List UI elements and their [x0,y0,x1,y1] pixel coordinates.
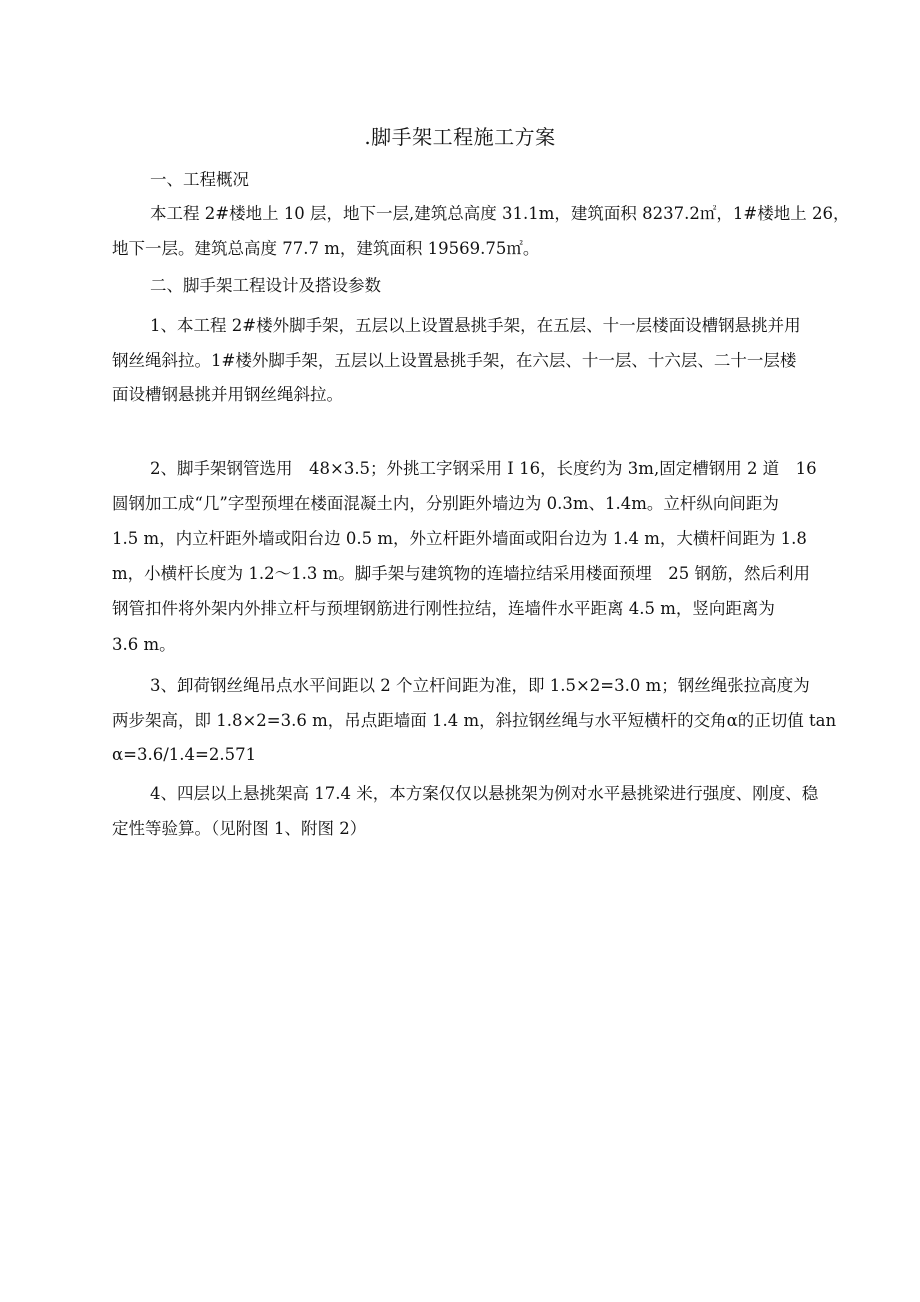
section-heading-overview: 一、工程概况 [150,170,249,189]
paragraph-line: 1.5 m，内立杆距外墙或阳台边 0.5 m，外立杆距外墙面或阳台边为 1.4 m，大横杆间距为 1.8 [112,529,807,548]
section-heading-design: 二、脚手架工程设计及搭设参数 [150,276,381,295]
paragraph-line: 定性等验算。（见附图 1、附图 2） [112,819,367,838]
paragraph-line: 2、脚手架钢管选用 48×3.5；外挑工字钢采用 I 16，长度约为 3m,固定槽钢用 2 道 16 [150,459,817,478]
paragraph-line: m，小横杆长度为 1.2～1.3 m。脚手架与建筑物的连墙拉结采用楼面预埋 25 钢筋，然后利用 [112,564,811,583]
paragraph-line: 圆钢加工成“几”字型预埋在楼面混凝土内，分别距外墙边为 0.3m、1.4m。立杆纵向间距为 [112,494,779,513]
paragraph-line: 4、四层以上悬挑架高 17.4 米，本方案仅仅以悬挑架为例对水平悬挑梁进行强度、刚度、稳 [150,784,819,803]
paragraph-line: 面设槽钢悬挑并用钢丝绳斜拉。 [112,385,343,404]
paragraph-line: 1、本工程 2#楼外脚手架，五层以上设置悬挑手架，在五层、十一层楼面设槽钢悬挑并用 [150,316,801,335]
paragraph-line: 钢管扣件将外架内外排立杆与预埋钢筋进行刚性拉结，连墙件水平距离 4.5 m，竖向距离为 [112,599,775,618]
document-title: .脚手架工程施工方案 [364,125,556,149]
paragraph-line: α=3.6/1.4=2.571 [112,745,257,764]
paragraph-line: 钢丝绳斜拉。1#楼外脚手架，五层以上设置悬挑手架，在六层、十一层、十六层、二十一层楼 [112,351,797,370]
paragraph-line: 3.6 m。 [112,635,176,654]
paragraph-line: 地下一层。建筑总高度 77.7 m，建筑面积 19569.75㎡。 [112,239,540,258]
paragraph-line: 3、卸荷钢丝绳吊点水平间距以 2 个立杆间距为准，即 1.5×2=3.0 m；钢丝绳张拉高度为 [150,676,810,695]
paragraph-line: 本工程 2#楼地上 10 层，地下一层,建筑总高度 31.1m，建筑面积 8237.2㎡，1#楼地上 26， [150,204,850,223]
paragraph-line: 两步架高，即 1.8×2=3.6 m，吊点距墙面 1.4 m，斜拉钢丝绳与水平短横杆的交角α的正切值 tan [112,711,837,730]
